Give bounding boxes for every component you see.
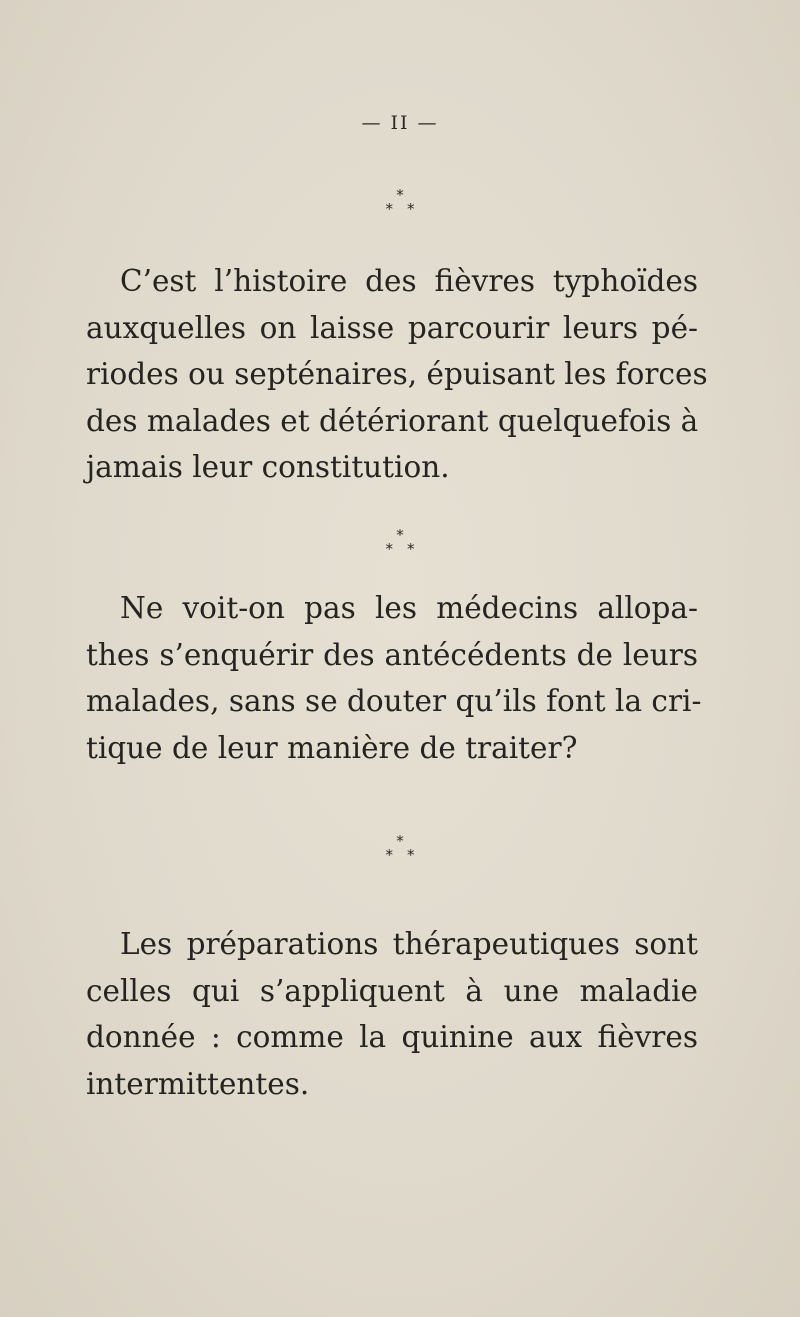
paragraph-line: jamais leur constitution. — [86, 450, 450, 484]
paragraph-line: auxquelles on laisse parcourir leurs pé- — [86, 310, 698, 345]
paragraph-1 — [86, 258, 708, 491]
paragraph-line: donnée : comme la quinine aux fièvres — [86, 1020, 698, 1054]
asterism-2 — [0, 528, 800, 556]
paragraph-line: intermittentes. — [86, 1066, 310, 1101]
paragraph-line: riodes ou septénaires, épuisant les forces — [86, 357, 708, 391]
asterism-top: * — [396, 832, 404, 850]
paragraph-3 — [86, 921, 698, 1107]
asterism-bottom: ** — [385, 540, 429, 558]
paragraph-line: des malades et détériorant quelquefois à — [86, 403, 699, 438]
paragraph-line: tique de leur manière de traiter? — [86, 730, 578, 765]
paragraph-line: thes s’enquérir des antécédents de leurs — [86, 637, 698, 672]
page-number: — II — — [361, 112, 439, 134]
paragraph-line: celles qui s’appliquent à une maladie — [86, 973, 698, 1008]
paragraph-line: C’est l’histoire des fièvres typhoïdes — [120, 264, 698, 298]
asterism-bottom: ** — [385, 200, 429, 218]
paragraph-line: malades, sans se douter qu’ils font la cri- — [86, 684, 702, 718]
paragraph-2 — [86, 585, 702, 771]
paragraph-line: Les préparations thérapeutiques sont — [120, 927, 698, 961]
asterism-1 — [0, 188, 800, 216]
asterism-top: * — [396, 526, 404, 544]
asterism-bottom: ** — [385, 846, 429, 864]
paragraph-line: Ne voit-on pas les médecins allopa- — [120, 591, 698, 625]
asterism-top: * — [396, 186, 404, 204]
asterism-3 — [0, 834, 800, 862]
